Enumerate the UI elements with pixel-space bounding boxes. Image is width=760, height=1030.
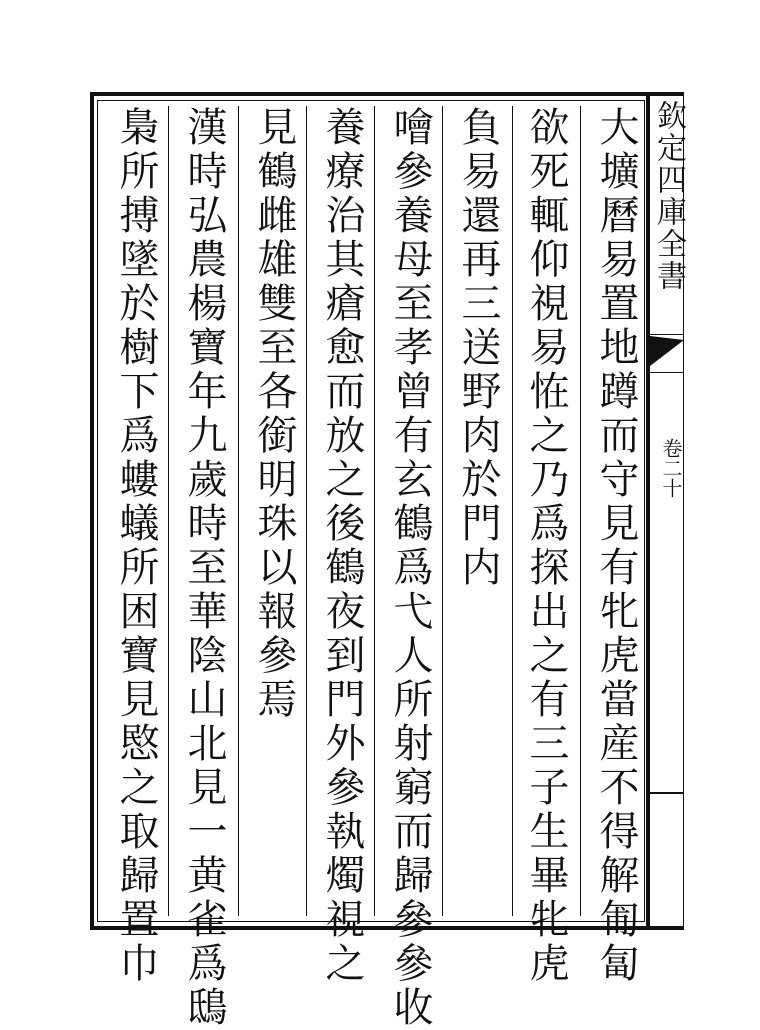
column-rule bbox=[168, 106, 169, 916]
margin-marker bbox=[650, 792, 684, 794]
column-rule bbox=[374, 106, 375, 916]
text-column-4: 噲參養母至孝曾有玄鶴爲弋人所射窮而歸參參收 bbox=[387, 106, 433, 1030]
text-column-2: 欲死輒仰視易恠之乃爲探出之有三子生畢牝虎 bbox=[523, 106, 569, 986]
text-column-1: 大壙曆易置地蹲而守見有牝虎當産不得解匍匐 bbox=[593, 106, 639, 986]
column-rule bbox=[306, 106, 307, 916]
column-rule bbox=[512, 106, 513, 916]
column-rule bbox=[238, 106, 239, 916]
fish-tail-rule bbox=[650, 334, 684, 335]
book-title: 欽定四庫全書 bbox=[651, 100, 686, 292]
fish-tail-mark bbox=[650, 336, 684, 366]
fish-tail-rule bbox=[650, 372, 684, 373]
text-column-7: 漢時弘農楊寶年九歲時至華陰山北見一黄雀爲鴟 bbox=[181, 106, 227, 1030]
text-column-5: 養療治其瘡愈而放之後鶴夜到門外參執燭視之 bbox=[319, 106, 365, 986]
text-column-3: 負易還再三送野肉於門内 bbox=[455, 106, 501, 590]
column-rule bbox=[442, 106, 443, 916]
volume-label: 卷二十 bbox=[659, 438, 683, 498]
column-rule bbox=[580, 106, 581, 916]
text-column-6: 見鶴雌雄雙至各銜明珠以報參焉 bbox=[251, 106, 297, 722]
text-column-8: 梟所搏墜於樹下爲螻蟻所困寶見愍之取歸置巾 bbox=[113, 106, 159, 986]
